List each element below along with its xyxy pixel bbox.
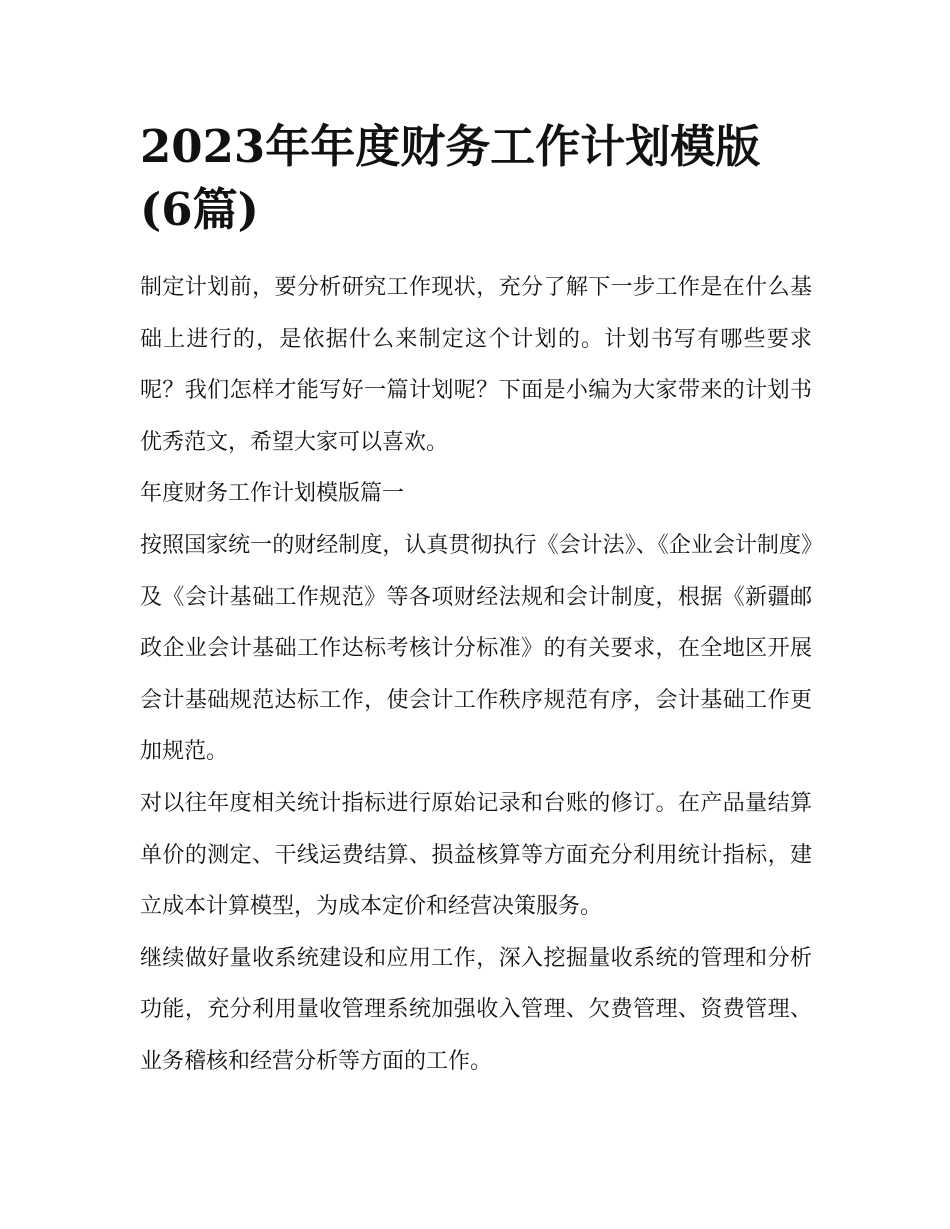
document-body — [140, 262, 812, 1088]
paragraph-accounting-standards: 按照国家统一的财经制度，认真贯彻执行《会计法》、《企业会计制度》及《会计基础工作规范》等各项财经法规和会计制度，根据《新疆邮政企业会计基础工作达标考核计分标准》的有关要求，在全地区开展会计基础规范达标工作，使会计工作秩序规范有序，会计基础工作更加规范。 — [140, 532, 812, 765]
document-page — [140, 115, 812, 1088]
section-heading: 年度财务工作计划模版篇一 — [140, 481, 405, 507]
paragraph-intro: 制定计划前，要分析研究工作现状，充分了解下一步工作是在什么基础上进行的，是依据什么来制定这个计划的。计划书写有哪些要求呢？我们怎样才能写好一篇计划呢？下面是小编为大家带来的计划书优秀范文，希望大家可以喜欢。 — [140, 275, 812, 455]
paragraph-revenue-system: 继续做好量收系统建设和应用工作，深入挖掘量收系统的管理和分析功能，充分利用量收管理系统加强收入管理、欠费管理、资费管理、业务稽核和经营分析等方面的工作。 — [140, 945, 812, 1074]
document-title: 2023年年度财务工作计划模版(6篇) — [140, 120, 761, 236]
paragraph-statistics: 对以往年度相关统计指标进行原始记录和台账的修订。在产品量结算单价的测定、干线运费结算、损益核算等方面充分利用统计指标，建立成本计算模型，为成本定价和经营决策服务。 — [140, 790, 812, 920]
